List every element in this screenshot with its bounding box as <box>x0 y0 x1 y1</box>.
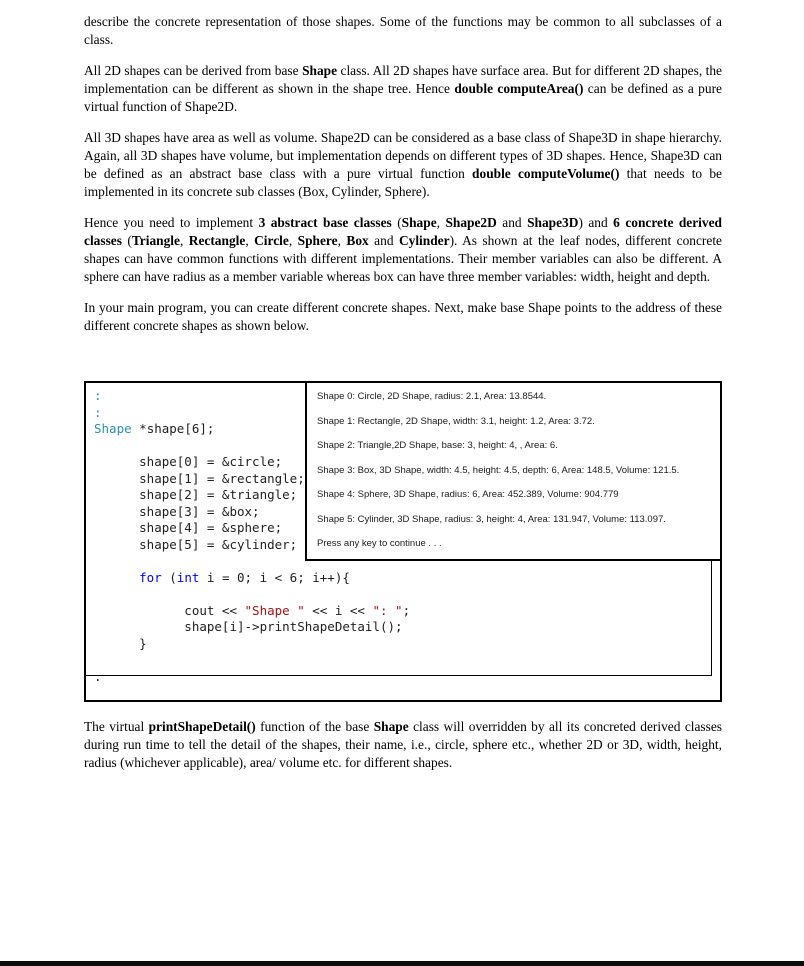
code-token: ; <box>402 602 411 618</box>
console-line <box>317 416 712 427</box>
text-run: ( <box>391 215 402 230</box>
text-run: Shape <box>373 719 409 734</box>
paragraph-2d-shapes <box>84 62 722 116</box>
console-line <box>317 489 712 500</box>
text-run: , <box>288 233 298 248</box>
text-run: , <box>436 215 446 230</box>
code-token-type: : <box>94 388 102 403</box>
code-token: Shape 5: Cylinder, 3D Shape, radius: 3, height: 4, Area: 131.947, Volume: 113.097. <box>317 513 666 525</box>
text-run: ( <box>121 233 132 248</box>
code-token: i = 0; i < 6; i++){ <box>199 569 350 585</box>
code-token-string: "Shape " <box>244 602 305 618</box>
code-token-type: Shape <box>94 421 132 436</box>
text-run: In your main program, you can create different concrete shapes. Next, make base Shape points to the address of these different concrete shapes as shown below. <box>84 300 722 333</box>
text-run: Cylinder <box>398 233 450 248</box>
text-run: class. All 2D shapes have surface area. But for different 2D shapes, the implementation can be different as shown in the shape tree. Hence <box>84 63 722 96</box>
code-token-type: : <box>94 404 102 420</box>
text-run: double computeArea() <box>454 81 584 96</box>
text-run: All 3D shapes have area as well as volume. Shape2D can be considered as a base class of Shape3D in shape hierarchy. Again, all 3D shapes have volume, but implementation depends on different types of 3D shapes. Hence, Shape3D can be defined as an abstract base class with a pure virtual function <box>84 130 722 181</box>
paragraph-print-shape-detail <box>84 718 722 772</box>
text-run: Triangle <box>131 233 180 248</box>
text-run: ) and <box>578 215 614 230</box>
text-run: Shape <box>302 63 338 78</box>
console-line <box>317 440 712 451</box>
code-token: Shape 2: Triangle,2D Shape, base: 3, height: 4, , Area: 6. <box>317 440 558 451</box>
text-run: 3 abstract base classes <box>258 215 392 230</box>
closing-text-column <box>84 718 722 772</box>
text-run: Shape <box>401 215 437 230</box>
text-run: and <box>496 215 528 230</box>
text-run: , <box>179 233 189 248</box>
code-token: } <box>94 635 147 651</box>
code-token: cout << <box>94 602 245 618</box>
paragraph-classes-to-implement <box>84 214 722 286</box>
text-run: and <box>368 233 399 248</box>
text-run: The virtual <box>84 719 149 734</box>
code-token: << i << <box>304 602 373 618</box>
code-line <box>94 619 410 636</box>
console-output-box <box>305 381 722 561</box>
console-line <box>317 465 712 476</box>
code-token: Shape 1: Rectangle, 2D Shape, width: 3.1, height: 1.2, Area: 3.72. <box>317 415 595 427</box>
code-token-string: ": " <box>372 602 403 618</box>
text-run: All 2D shapes can be derived from base <box>84 63 303 78</box>
code-token: shape[2] = &triangle; <box>94 487 298 502</box>
code-token: Press any key to continue . . . <box>317 538 442 549</box>
console-line <box>317 538 712 549</box>
text-run: Shape3D <box>527 215 579 230</box>
code-token: shape[i]->printShapeDetail(); <box>94 619 403 634</box>
text-run: Circle <box>254 233 289 248</box>
code-token: shape[4] = &sphere; <box>94 520 283 535</box>
code-figure <box>84 381 722 702</box>
code-token: shape[1] = &rectangle; <box>94 470 305 486</box>
code-token-keyword: int <box>176 569 200 585</box>
code-token: *shape[6]; <box>131 421 215 436</box>
code-line <box>94 586 410 603</box>
code-token: Shape 0: Circle, 2D Shape, radius: 2.1, Area: 13.8544. <box>317 391 547 402</box>
code-token: shape[0] = &circle; <box>94 454 283 469</box>
text-run: ). As shown at the leaf nodes, different concrete shapes can have common functions with different implementations. Their member variables can also be different. A sphere can have radius as a member variable whereas box can have three member variables: width, height and depth. <box>84 233 723 284</box>
code-line <box>94 652 410 669</box>
text-run: Hence you need to implement <box>84 215 259 230</box>
text-run: printShapeDetail() <box>148 719 256 734</box>
code-line <box>94 636 410 653</box>
paragraph-intro-continuation <box>84 13 722 49</box>
text-run: , <box>245 233 255 248</box>
code-token: shape[5] = &cylinder; <box>94 536 298 552</box>
console-line <box>317 391 712 402</box>
code-token <box>94 570 139 585</box>
text-run: double computeVolume() <box>472 166 620 181</box>
code-line <box>94 669 410 686</box>
code-line <box>94 603 410 620</box>
code-line <box>94 570 410 587</box>
text-run: that needs to be implemented in its concrete sub classes (Box, Cylinder, Sphere). <box>84 166 722 199</box>
body-text-column <box>84 0 722 335</box>
text-run: function of the base <box>255 719 374 734</box>
code-token: Shape 3: Box, 3D Shape, width: 4.5, height: 4.5, depth: 6, Area: 148.5, Volume: 121.5. <box>317 464 680 476</box>
code-token-keyword: for <box>139 569 162 585</box>
text-run: 6 concrete derived classes <box>84 215 722 248</box>
code-token: Shape 4: Sphere, 3D Shape, radius: 6, Area: 452.389, Volume: 904.779 <box>317 489 619 500</box>
code-token: . <box>94 668 102 684</box>
console-line <box>317 514 712 525</box>
text-run: Rectangle <box>188 233 246 248</box>
text-run: can be defined as a pure virtual function of Shape2D. <box>84 81 722 114</box>
paragraph-3d-shapes <box>84 129 722 201</box>
text-run: Sphere <box>297 233 338 248</box>
text-run: , <box>337 233 347 248</box>
text-run: class will overridden by all its concreted derived classes during run time to tell the detail of the shapes, their name, i.e., circle, sphere etc., whether 2D or 3D, width, height, radius (whichever applicable), area/ volume etc. for different shapes. <box>84 719 723 770</box>
window-bottom-edge-bar <box>0 961 804 966</box>
paragraph-main-program <box>84 299 722 335</box>
code-token: ( <box>161 569 177 585</box>
text-run: describe the concrete representation of those shapes. Some of the functions may be common to all subclasses of a class. <box>84 14 722 47</box>
code-token: shape[3] = &box; <box>94 503 260 519</box>
text-run: Box <box>346 233 369 248</box>
text-run: Shape2D <box>445 215 497 230</box>
